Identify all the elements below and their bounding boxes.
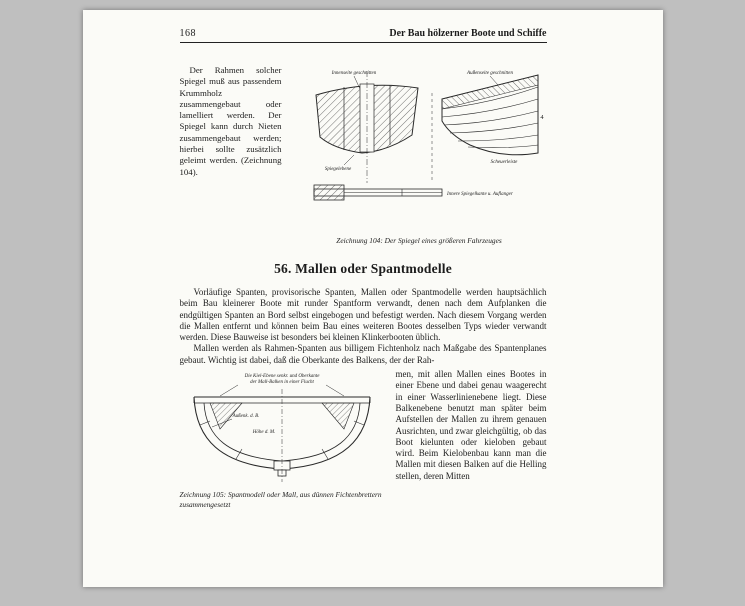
book-page bbox=[83, 10, 663, 587]
page-number: 168 bbox=[179, 28, 196, 39]
top-section bbox=[180, 65, 547, 245]
label-aussenkante: Außenk. d. B. bbox=[232, 414, 259, 420]
label-aussenseite-geschnitten: Außenseite geschnitten bbox=[466, 71, 513, 76]
bottom-section bbox=[180, 369, 547, 509]
label-scheuerleiste: Scheuerleiste bbox=[490, 160, 517, 165]
label-part-number: 4 bbox=[539, 114, 544, 121]
figure-105 bbox=[180, 369, 384, 509]
label-mall-top-line1: Die Kiel-Ebene senkr. und Oberkante bbox=[244, 374, 319, 380]
running-title: Der Bau hölzerner Boote und Schiffe bbox=[389, 28, 547, 39]
transom-beam-plan-view bbox=[314, 185, 513, 200]
figure-104-drawing bbox=[292, 65, 546, 233]
mall-frame bbox=[194, 389, 370, 482]
label-innenseite-geschnitten: Innenseite geschnitten bbox=[331, 71, 376, 76]
paragraph-1: Vorläufige Spanten, provisorische Spanten, Mallen oder Spantmodelle werden hauptsächlich beim Bau kleinerer Boote mit runder Spantform verwandt, denen nach dem Aufplanken die endgültigen Spanten an Bord selbst eingebogen und befestigt werden. Nach diesem Vorgang werden die Mallen entfernt und können beim Bau eines weiteren Bootes desselben Typs wieder verwandt werden. Diese Bauweise ist besonders bei kleinen Klinkerbooten üblich. bbox=[179, 287, 547, 343]
figure-105-drawing bbox=[180, 369, 384, 487]
paragraph-2-full-width: Mallen werden als Rahmen-Spanten aus billigem Fichtenholz nach Maßgabe des Spantenplanes gebaut. Wichtig ist dabei, daß die Oberkante des Balkens, der der Rah- bbox=[179, 343, 547, 365]
page-header bbox=[180, 28, 547, 43]
figure-104 bbox=[292, 65, 547, 245]
figure-105-caption: Zeichnung 105: Spantmodell oder Mall, aus dünnen Fichtenbrettern zusammengesetzt bbox=[179, 490, 382, 509]
label-innere-spiegelkante: Innere Spiegelkante u. Auflanger bbox=[446, 192, 513, 197]
transom-section-view bbox=[316, 71, 418, 183]
figure-104-caption: Zeichnung 104: Der Spiegel eines größeren Fahrzeuges bbox=[336, 236, 502, 245]
transom-planking-view bbox=[442, 75, 544, 165]
label-spiegelebene: Spiegelebene bbox=[324, 167, 351, 172]
intro-paragraph: Der Rahmen solcher Spiegel muß aus passendem Krummholz zusammengebaut oder lamelliert werden. Der Spiegel kann durch Nieten zusammengebaut werden; hierbei sollte zusätzlich geleimt werden. (Zeichnung 104). bbox=[179, 65, 282, 177]
paragraph-2-column: men, mit allen Mallen eines Bootes in einer Ebene und dabei genau waagerecht in einer Wasserlinienebene liegt. Diese Balkenebene benutzt man später beim Aufstellen der Mallen zu ihrem genauen Ausrichten, und zwar gleichgültig, ob das Boot kielunten oder kieloben gebaut wird. Beim Kielobenbau kann man die Mallen mit diesen Balken auf die Helling stellen, deren Mitten bbox=[395, 369, 547, 481]
label-hoehe: Höhe d. M. bbox=[252, 430, 275, 436]
label-mall-top-line2: der Mall-Balken in einer Flucht bbox=[249, 380, 314, 386]
section-heading: 56. Mallen oder Spantmodelle bbox=[274, 261, 452, 276]
